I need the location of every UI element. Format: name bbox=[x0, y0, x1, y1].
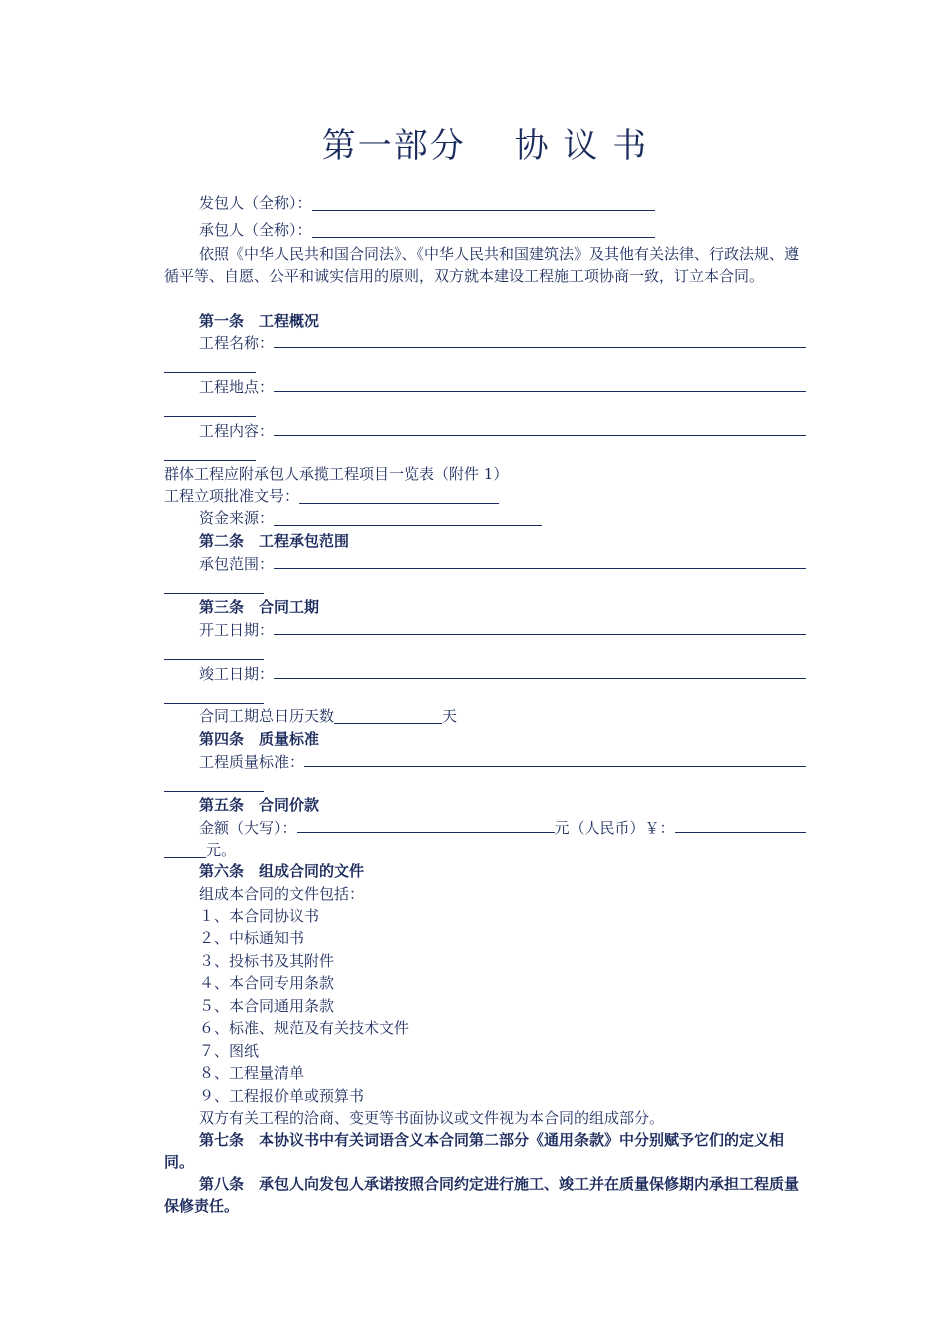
quality-blank[interactable] bbox=[304, 751, 806, 767]
document-item: ３、投标书及其附件 bbox=[199, 952, 335, 970]
end-date-blank[interactable] bbox=[274, 663, 806, 679]
document-item: １、本合同协议书 bbox=[199, 907, 320, 925]
article-7: 第七条 本协议书中有关词语含义本合同第二部分《通用条款》中分别赋予它们的定义相同。 bbox=[164, 1131, 785, 1171]
project-content-field bbox=[199, 420, 806, 442]
approval-label: 工程立项批准文号： bbox=[164, 487, 300, 505]
intro-paragraph: 依照《中华人民共和国合同法》、《中华人民共和国建筑法》及其他有关法律、行政法规、遵循平等、自愿、公平和诚实信用的原则，双方就本建设工程施工项协商一致，订立本合同。 bbox=[164, 245, 800, 285]
quality-blank-cont bbox=[164, 773, 806, 795]
amount-figures-blank[interactable] bbox=[675, 817, 806, 833]
amount-field bbox=[199, 817, 806, 839]
amount-label: 金额（大写）： bbox=[199, 819, 297, 837]
project-name-blank[interactable] bbox=[274, 332, 806, 348]
employer-blank[interactable] bbox=[312, 195, 655, 211]
end-date-blank-cont bbox=[164, 685, 806, 707]
quality-field bbox=[199, 751, 806, 773]
article-3-heading: 第三条 合同工期 bbox=[199, 598, 320, 616]
document-item: ４、本合同专用条款 bbox=[199, 974, 335, 992]
document-item: ９、工程报价单或预算书 bbox=[199, 1087, 365, 1105]
scope-label: 承包范围： bbox=[199, 555, 275, 573]
article-6-heading: 第六条 组成合同的文件 bbox=[199, 862, 365, 880]
document-item: ７、图纸 bbox=[199, 1042, 260, 1060]
document-item: ６、标准、规范及有关技术文件 bbox=[199, 1019, 410, 1037]
yuan-end: 元。 bbox=[206, 841, 237, 859]
funding-field bbox=[199, 507, 806, 529]
start-date-field bbox=[199, 619, 806, 641]
project-location-field bbox=[199, 376, 806, 398]
document-item: ２、中标通知书 bbox=[199, 929, 305, 947]
total-days-field bbox=[199, 705, 806, 727]
funding-label: 资金来源： bbox=[199, 509, 275, 527]
article-1-heading: 第一条 工程概况 bbox=[199, 312, 320, 330]
article-8: 第八条 承包人向发包人承诺按照合同约定进行施工、竣工并在质量保修期内承担工程质量保修责任。 bbox=[164, 1175, 800, 1215]
end-date-field bbox=[199, 663, 806, 685]
start-date-blank-cont bbox=[164, 641, 806, 663]
project-content-blank[interactable] bbox=[274, 420, 806, 436]
contractor-field bbox=[199, 219, 806, 241]
project-name-blank-cont bbox=[164, 354, 806, 376]
project-content-blank-cont bbox=[164, 442, 806, 464]
amount-words-blank[interactable] bbox=[297, 817, 555, 833]
employer-field bbox=[199, 192, 806, 214]
project-name-field bbox=[199, 332, 806, 354]
end-date-label: 竣工日期： bbox=[199, 665, 275, 683]
article-5-heading: 第五条 合同价款 bbox=[199, 796, 320, 814]
document-item: ８、工程量清单 bbox=[199, 1064, 305, 1082]
document-item: ５、本合同通用条款 bbox=[199, 997, 335, 1015]
group-project-note: 群体工程应附承包人承揽工程项目一览表（附件 1） bbox=[164, 465, 509, 483]
page-title: 第一部分 协 议 书 bbox=[321, 126, 649, 166]
project-name-label: 工程名称： bbox=[199, 334, 275, 352]
project-location-blank-cont bbox=[164, 398, 806, 420]
amount-end bbox=[164, 839, 806, 861]
scope-field bbox=[199, 553, 806, 575]
total-days-blank[interactable] bbox=[334, 708, 442, 724]
contractor-blank[interactable] bbox=[312, 222, 655, 238]
approval-field bbox=[164, 485, 806, 507]
funding-blank[interactable] bbox=[274, 510, 542, 526]
scope-blank[interactable] bbox=[274, 553, 806, 569]
scope-blank-cont bbox=[164, 575, 806, 597]
rmb-label: 元（人民币）￥： bbox=[554, 819, 675, 837]
contractor-label: 承包人（全称）： bbox=[199, 221, 312, 239]
project-location-label: 工程地点： bbox=[199, 378, 275, 396]
project-content-label: 工程内容： bbox=[199, 422, 275, 440]
quality-label: 工程质量标准： bbox=[199, 753, 305, 771]
total-days-suffix: 天 bbox=[442, 707, 458, 725]
article-2-heading: 第二条 工程承包范围 bbox=[199, 532, 350, 550]
documents-closing: 双方有关工程的洽商、变更等书面协议或文件视为本合同的组成部分。 bbox=[199, 1109, 665, 1127]
article-4-heading: 第四条 质量标准 bbox=[199, 730, 320, 748]
documents-intro: 组成本合同的文件包括： bbox=[199, 885, 365, 903]
total-days-prefix: 合同工期总日历天数 bbox=[199, 707, 335, 725]
start-date-label: 开工日期： bbox=[199, 621, 275, 639]
project-location-blank[interactable] bbox=[274, 376, 806, 392]
start-date-blank[interactable] bbox=[274, 619, 806, 635]
employer-label: 发包人（全称）： bbox=[199, 194, 312, 212]
approval-blank[interactable] bbox=[299, 488, 499, 504]
